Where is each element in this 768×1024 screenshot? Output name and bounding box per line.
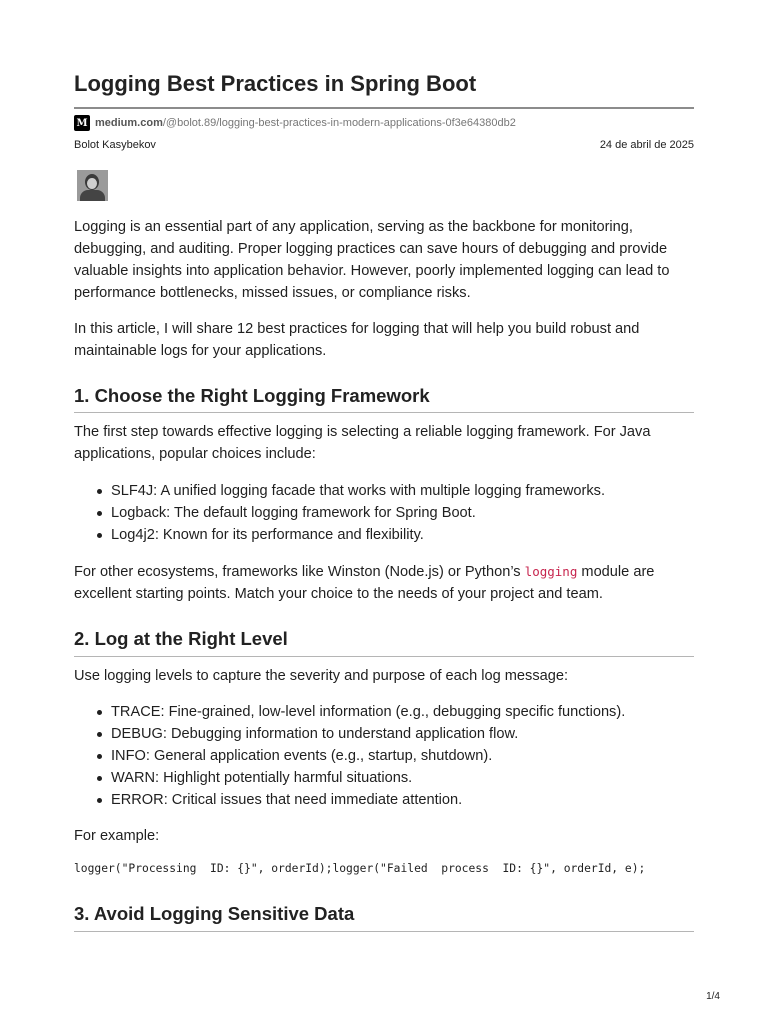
author-name: Bolot Kasybekov <box>74 139 156 151</box>
intro-paragraph-2: In this article, I will share 12 best practices for logging that will help you build robust and maintainable logs for your applications. <box>74 321 640 359</box>
log-levels-list <box>74 701 625 811</box>
publish-date: 24 de abril de 2025 <box>599 139 694 151</box>
section-1-divider <box>74 412 694 413</box>
list-item: SLF4J: A unified logging facade that works with multiple logging frameworks. <box>111 480 605 502</box>
section-1-text: The first step towards effective logging is selecting a reliable logging framework. For Java applications, popular choices include: <box>74 424 651 462</box>
list-item: ERROR: Critical issues that need immediate attention. <box>111 789 625 811</box>
source-domain[interactable]: medium.com <box>95 117 163 129</box>
section-2-divider <box>74 656 694 657</box>
list-item: Logback: The default logging framework for Spring Boot. <box>111 502 605 524</box>
source-path[interactable]: /@bolot.89/logging-best-practices-in-modern-applications-0f3e64380db2 <box>162 117 516 129</box>
author-avatar <box>77 170 108 201</box>
page-number: 1/4 <box>706 991 720 1002</box>
title-divider <box>74 107 694 109</box>
section-3-heading: 3. Avoid Logging Sensitive Data <box>74 903 355 924</box>
list-item: Log4j2: Known for its performance and flexibility. <box>111 524 605 546</box>
list-item: WARN: Highlight potentially harmful situations. <box>111 767 625 789</box>
list-item: DEBUG: Debugging information to understand application flow. <box>111 723 625 745</box>
source-link[interactable] <box>74 115 516 131</box>
example-label: For example: <box>74 828 160 844</box>
intro-paragraph-1: Logging is an essential part of any application, serving as the backbone for monitoring, debugging, and auditing. Proper logging practices can save hours of debugging and provide valuable insights into application behavior. However, poorly implemented logging can lead to performance bottlenecks, missed issues, or compliance risks. <box>74 219 670 301</box>
article-title: Logging Best Practices in Spring Boot <box>74 71 477 96</box>
list-item: INFO: General application events (e.g., startup, shutdown). <box>111 745 625 767</box>
section-2-text: Use logging levels to capture the severity and purpose of each log message: <box>74 668 569 684</box>
list-item: TRACE: Fine-grained, low-level information (e.g., debugging specific functions). <box>111 701 625 723</box>
section-1-heading: 1. Choose the Right Logging Framework <box>74 385 430 406</box>
inline-code: logging <box>524 564 578 579</box>
code-example: logger("Processing ID: {}", orderId);logger("Failed process ID: {}", orderId, e); <box>74 862 646 875</box>
framework-list <box>74 480 605 546</box>
section-1-after-text: For other ecosystems, frameworks like Winston (Node.js) or Python’s logging module are excellent starting points. Match your choice to the needs of your project and team. <box>74 564 655 602</box>
article-meta <box>74 139 694 151</box>
section-3-divider <box>74 931 694 932</box>
section-2-heading: 2. Log at the Right Level <box>74 628 288 649</box>
medium-logo-icon: M <box>74 115 90 131</box>
